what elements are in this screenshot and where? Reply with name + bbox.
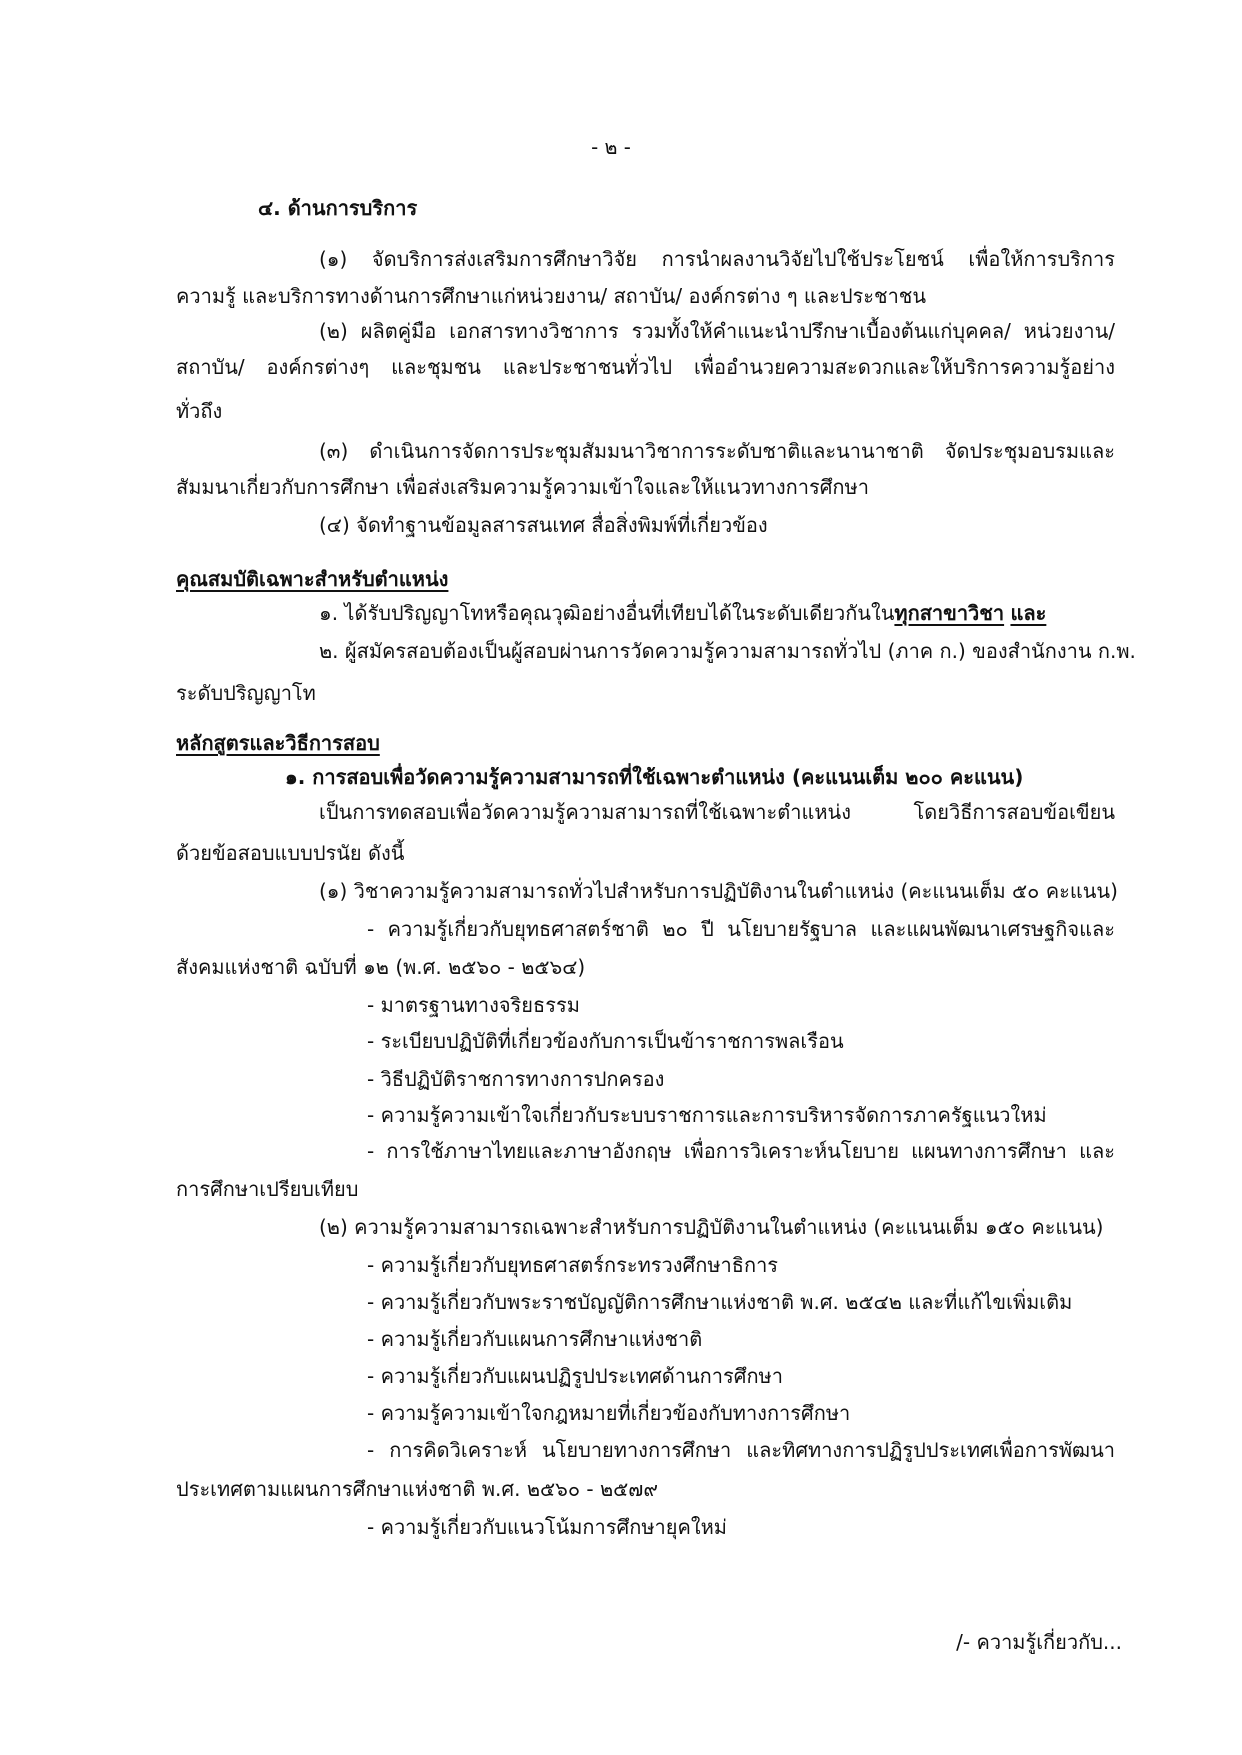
qualification-1-and: และ (1010, 601, 1047, 625)
subject-1-item-f-line-2: การศึกษาเปรียบเทียบ (176, 1177, 359, 1201)
subject-2-item-d: - ความรู้เกี่ยวกับแผนปฏิรูปประเทศด้านการศึกษา (367, 1364, 783, 1388)
qualification-1 (319, 598, 1046, 628)
service-heading: ๔. ด้านการบริการ (258, 196, 418, 220)
qualification-2-line-1: ๒. ผู้สมัครสอบต้องเป็นผู้สอบผ่านการวัดความรู้ความสามารถทั่วไป (ภาค ก.) ของสำนักงาน ก.พ. (319, 639, 1136, 663)
page-number: - ๒ - (591, 135, 631, 159)
continuation-note: /- ความรู้เกี่ยวกับ... (956, 1630, 1122, 1654)
exam-intro-line-1: เป็นการทดสอบเพื่อวัดความรู้ความสามารถที่ใช้เฉพาะตำแหน่ง โดยวิธีการสอบข้อเขียน (319, 800, 1115, 824)
subject-2-item-f-line-1: - การคิดวิเคราะห์ นโยบายทางการศึกษา และทิศทางการปฏิรูปประเทศเพื่อการพัฒนา (367, 1438, 1115, 1462)
curriculum-heading: หลักสูตรและวิธีการสอบ (176, 731, 380, 755)
qualifications-heading: คุณสมบัติเฉพาะสำหรับตำแหน่ง (176, 567, 449, 591)
subject-1-item-d: - วิธีปฏิบัติราชการทางการปกครอง (367, 1067, 665, 1091)
service-item-2-line-3: ทั่วถึง (176, 399, 223, 423)
subject-2-item-c: - ความรู้เกี่ยวกับแผนการศึกษาแห่งชาติ (367, 1327, 703, 1351)
exam-intro-line-2: ด้วยข้อสอบแบบปรนัย ดังนี้ (176, 841, 405, 865)
exam-heading: ๑. การสอบเพื่อวัดความรู้ความสามารถที่ใช้เฉพาะตำแหน่ง (คะแนนเต็ม ๒๐๐ คะแนน) (285, 765, 1024, 789)
subject-1-item-e: - ความรู้ความเข้าใจเกี่ยวกับระบบราชการและการบริหารจัดการภาครัฐแนวใหม่ (367, 1103, 1047, 1127)
service-item-1-line-1: (๑) จัดบริการส่งเสริมการศึกษาวิจัย การนำผลงานวิจัยไปใช้ประโยชน์ เพื่อให้การบริการ (319, 247, 1115, 271)
service-item-2-line-2: สถาบัน/ องค์กรต่างๆ และชุมชน และประชาชนทั่วไป เพื่ออำนวยความสะดวกและให้บริการความรู้อย่าง (176, 355, 1115, 379)
subject-1-item-a-line-1: - ความรู้เกี่ยวกับยุทธศาสตร์ชาติ ๒๐ ปี นโยบายรัฐบาล และแผนพัฒนาเศรษฐกิจและ (367, 917, 1115, 941)
service-item-1-line-2: ความรู้ และบริการทางด้านการศึกษาแก่หน่วยงาน/ สถาบัน/ องค์กรต่าง ๆ และประชาชน (176, 284, 927, 308)
subject-1-item-a-line-2: สังคมแห่งชาติ ฉบับที่ ๑๒ (พ.ศ. ๒๕๖๐ - ๒๕๖๔) (176, 955, 586, 979)
subject-2-item-a: - ความรู้เกี่ยวกับยุทธศาสตร์กระทรวงศึกษาธิการ (367, 1253, 779, 1277)
subject-2-item-e: - ความรู้ความเข้าใจกฎหมายที่เกี่ยวข้องกับทางการศึกษา (367, 1401, 851, 1425)
subject-1-item-f-line-1: - การใช้ภาษาไทยและภาษาอังกฤษ เพื่อการวิเคราะห์นโยบาย แผนทางการศึกษา และ (367, 1139, 1115, 1163)
qualification-1-emphasis: ทุกสาขาวิชา (894, 601, 1005, 625)
service-item-3-line-1: (๓) ดำเนินการจัดการประชุมสัมมนาวิชาการระดับชาติและนานาชาติ จัดประชุมอบรมและ (319, 439, 1115, 463)
subject-2-item-g: - ความรู้เกี่ยวกับแนวโน้มการศึกษายุคใหม่ (367, 1515, 727, 1539)
subject-2-item-f-line-2: ประเทศตามแผนการศึกษาแห่งชาติ พ.ศ. ๒๕๖๐ - ๒๕๗๙ (176, 1477, 658, 1501)
service-item-3-line-2: สัมมนาเกี่ยวกับการศึกษา เพื่อส่งเสริมความรู้ความเข้าใจและให้แนวทางการศึกษา (176, 475, 869, 499)
qualification-1-text: ๑. ได้รับปริญญาโทหรือคุณวุฒิอย่างอื่นที่เทียบได้ในระดับเดียวกันใน (319, 601, 895, 625)
service-item-4: (๔) จัดทำฐานข้อมูลสารสนเทศ สื่อสิ่งพิมพ์ที่เกี่ยวข้อง (319, 513, 768, 537)
service-item-2-line-1: (๒) ผลิตคู่มือ เอกสารทางวิชาการ รวมทั้งให้คำแนะนำปรึกษาเบื้องต้นแก่บุคคล/ หน่วยงาน/ (319, 319, 1115, 343)
subject-2-heading: (๒) ความรู้ความสามารถเฉพาะสำหรับการปฏิบัติงานในตำแหน่ง (คะแนนเต็ม ๑๕๐ คะแนน) (319, 1215, 1104, 1239)
subject-1-heading: (๑) วิชาความรู้ความสามารถทั่วไปสำหรับการปฏิบัติงานในตำแหน่ง (คะแนนเต็ม ๕๐ คะแนน) (319, 879, 1118, 903)
subject-2-item-b: - ความรู้เกี่ยวกับพระราชบัญญัติการศึกษาแห่งชาติ พ.ศ. ๒๕๔๒ และที่แก้ไขเพิ่มเติม (367, 1290, 1073, 1314)
qualification-2-line-2: ระดับปริญญาโท (176, 681, 316, 705)
subject-1-item-b: - มาตรฐานทางจริยธรรม (367, 993, 580, 1017)
subject-1-item-c: - ระเบียบปฏิบัติที่เกี่ยวข้องกับการเป็นข้าราชการพลเรือน (367, 1029, 844, 1053)
